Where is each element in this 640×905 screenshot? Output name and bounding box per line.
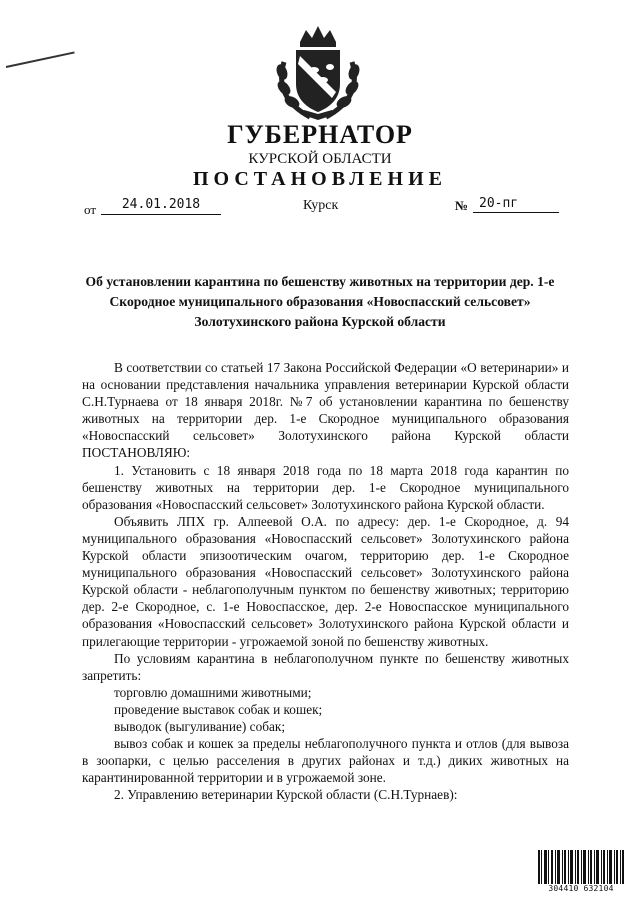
restriction-item: проведение выставок собак и кошек;	[114, 701, 323, 717]
clause-2-paragraph: 2. Управлению ветеринарии Курской области (С.Н.Турнаев):	[114, 787, 458, 803]
restriction-item: вывоз собак и кошек за пределы неблагополучного пункта и отлов (для вывоза в зоопарки, с целью расселения в других районах и т.д.) диких животных на карантинированной территории и в угрожаемой зоне.	[82, 736, 569, 786]
document-type-heading: ПОСТАНОВЛЕНИЕ	[193, 168, 447, 190]
decree-body	[82, 359, 569, 803]
region-heading: КУРСКОЙ ОБЛАСТИ	[248, 151, 392, 167]
governor-heading: ГУБЕРНАТОР	[227, 120, 413, 149]
restrictions-intro: По условиям карантина в неблагополучном пункте по бешенству животных запретить:	[82, 650, 569, 683]
city-label: Курск	[303, 198, 339, 213]
restriction-item: выводок (выгуливание) собак;	[114, 718, 286, 734]
decree-title: Об установлении карантина по бешенству животных на территории дер. 1-е Скородное муниципального образования «Новоспасский сельсовет» Золотухинского района Курской области	[85, 274, 555, 329]
restriction-item: торговлю домашними животными;	[114, 684, 312, 700]
scan-pen-mark	[6, 51, 75, 68]
date-field: 24.01.2018	[101, 197, 221, 215]
clause-1-paragraph: 1. Установить с 18 января 2018 года по 18 марта 2018 года карантин по бешенству животных на территории дер. 1-е Скородное муниципального образования «Новоспасский сельсовет» Золотухинского района Курской области.	[82, 462, 569, 512]
coat-of-arms-icon	[270, 22, 366, 122]
number-prefix: №	[455, 198, 469, 213]
preamble-paragraph: В соответствии со статьей 17 Закона Российской Федерации «О ветеринарии» и на основании представления начальника управления ветеринарии Курской области С.Н.Турнаева от 18 января 2018г. №7 об установлении карантина по бешенству животных на территории дер. 1-е Скородное муниципального образования «Новоспасский сельсовет» Золотухинского района Курской области ПОСТАНОВЛЯЮ:	[82, 360, 569, 461]
date-prefix: от	[84, 202, 97, 217]
number-field: 20-пг	[473, 196, 559, 213]
barcode-digits: 304410 632104	[536, 884, 626, 893]
outbreak-paragraph: Объявить ЛПХ гр. Алпеевой О.А. по адресу: дер. 1-е Скородное, д. 94 муниципального образования «Новоспасский сельсовет» Золотухинского района Курской области эпизоотическим очагом, территорию дер. 1-е Скородное муниципального образования «Новоспасский сельсовет» Золотухинского района Курской области - неблагополучным пунктом по бешенству животных; территорию дер. 2-е Скородное, с. 1-е Новоспасское, дер. 2-е Новоспасское муниципального образования «Новоспасский сельсовет» Золотухинского района Курской области и прилегающие территории - угрожаемой зоной по бешенству животных.	[82, 513, 569, 649]
